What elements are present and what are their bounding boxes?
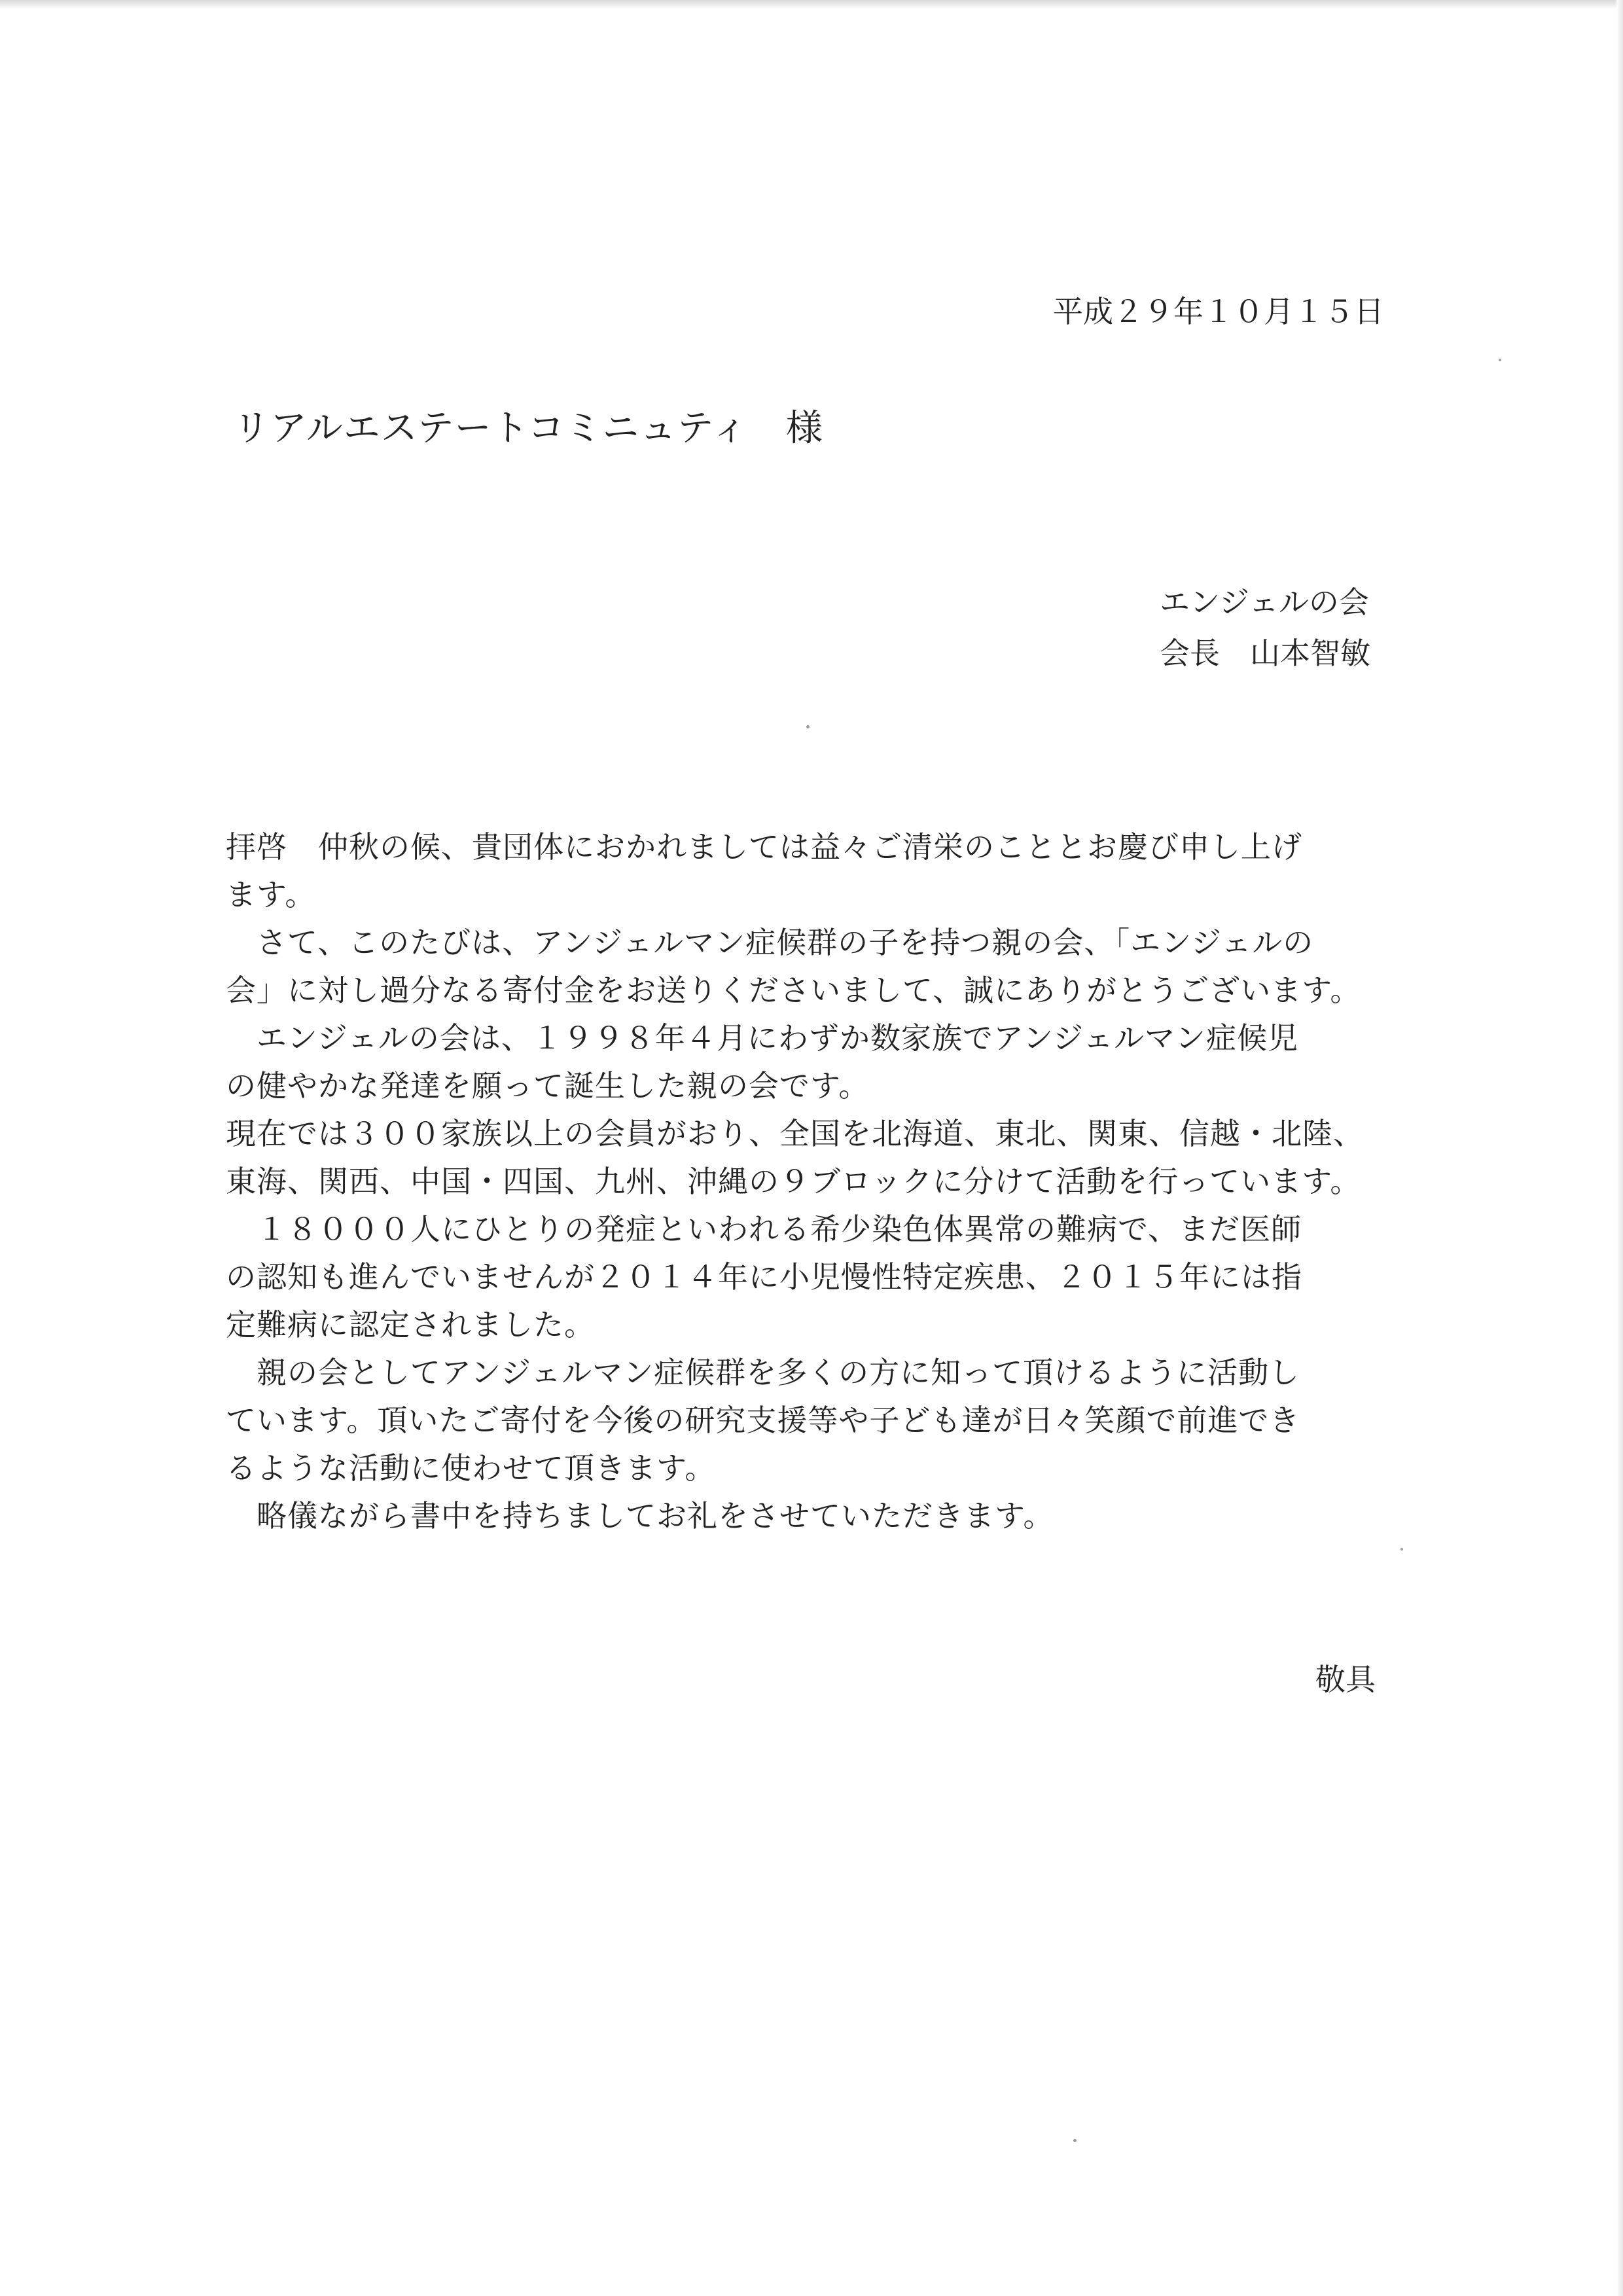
body-line: の認知も進んでいませんが２０１４年に小児慢性特定疾患、２０１５年には指: [226, 1259, 1302, 1295]
body-line: 親の会としてアンジェルマン症候群を多くの方に知って頂けるように活動し: [226, 1355, 1300, 1390]
scan-speck: [1499, 359, 1501, 361]
letter-date: 平成２９年１０月１５日: [1053, 294, 1384, 329]
body-line: 東海、関西、中国・四国、九州、沖縄の９ブロックに分けて活動を行っています。: [226, 1164, 1361, 1199]
closing-word: 敬具: [1315, 1662, 1376, 1697]
body-line: さて、このたびは、アンジェルマン症候群の子を持つ親の会、「エンジェルの: [226, 925, 1314, 960]
recipient-line: リアルエステートコミニュティ 様: [233, 407, 823, 450]
body-line: 略儀ながら書中を持ちましてお礼をさせていただきます。: [226, 1498, 1054, 1534]
body-line: 会」に対し過分なる寄付金をお送りくださいまして、誠にありがとうございます。: [226, 973, 1361, 1008]
body-line: エンジェルの会は、１９９８年４月にわずか数家族でアンジェルマン症候児: [226, 1020, 1299, 1056]
body-line: るような活動に使わせて頂きます。: [226, 1450, 716, 1486]
scan-speck: [1073, 2139, 1077, 2142]
scan-speck: [1400, 1548, 1403, 1551]
scan-speck: [806, 725, 810, 728]
sender-person: 会長 山本智敏: [1160, 636, 1370, 671]
sender-organization: エンジェルの会: [1160, 584, 1369, 620]
body-line: ています。頂いたご寄付を今後の研究支援等や子ども達が日々笑顔で前進でき: [226, 1403, 1300, 1438]
body-line: 定難病に認定されました。: [226, 1307, 595, 1342]
body-line: １８０００人にひとりの発症といわれる希少染色体異常の難病で、まだ医師: [226, 1211, 1302, 1247]
body-line: の健やかな発達を願って誕生した親の会です。: [226, 1068, 870, 1103]
scan-edge: [0, 0, 1623, 9]
body-line: 拝啓 仲秋の候、貴団体におかれましては益々ご清栄のこととお慶び申し上げ: [226, 829, 1302, 865]
body-line: 現在では３００家族以上の会員がおり、全国を北海道、東北、関東、信越・北陸、: [226, 1116, 1364, 1151]
scan-edge-right: [1616, 0, 1623, 2296]
body-line: ます。: [226, 877, 316, 912]
